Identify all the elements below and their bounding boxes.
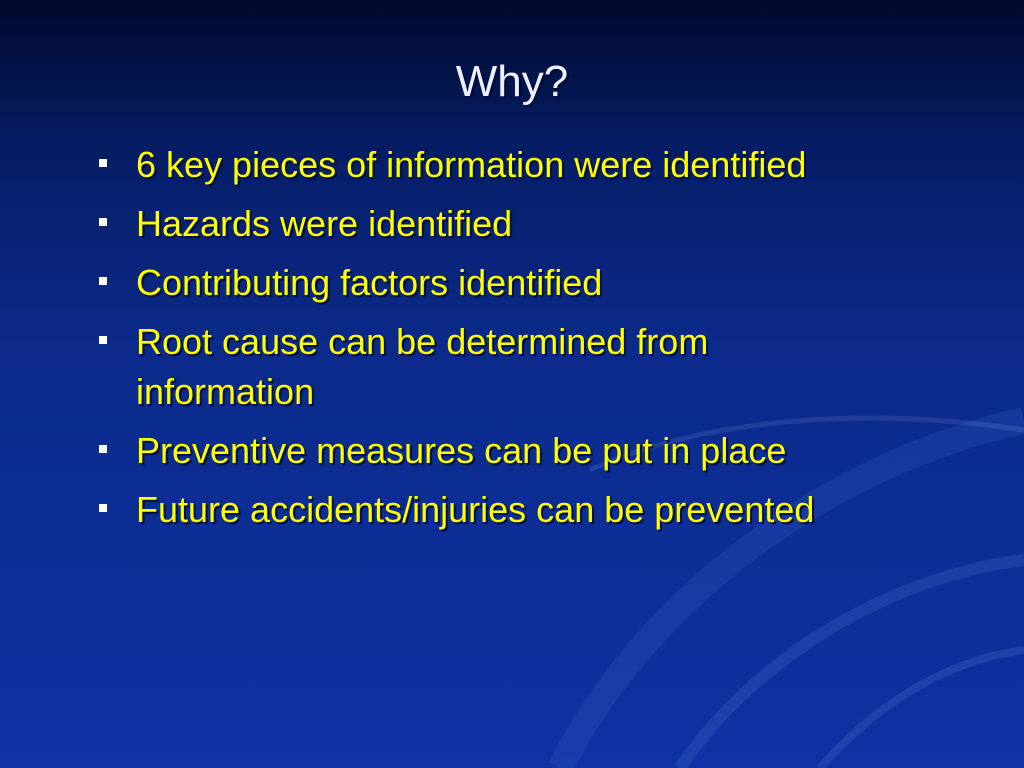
bullet-text: Contributing factors identified [136, 262, 603, 303]
bullet-item [96, 426, 896, 476]
bullet-item [96, 258, 896, 308]
bullet-text: Preventive measures can be put in place [136, 430, 787, 471]
bullet-list [96, 140, 896, 544]
bullet-item [96, 140, 896, 190]
bullet-item [96, 199, 896, 249]
square-bullet-icon [99, 504, 107, 512]
square-bullet-icon [99, 159, 107, 167]
bullet-text: Future accidents/injuries can be prevented [136, 489, 815, 530]
square-bullet-icon [99, 218, 107, 226]
square-bullet-icon [99, 336, 107, 344]
slide-title: Why? [455, 57, 569, 106]
bullet-text: Hazards were identified [136, 203, 513, 244]
square-bullet-icon [99, 445, 107, 453]
bullet-text: Root cause can be determined from information [136, 321, 709, 412]
bullet-item [96, 317, 896, 417]
square-bullet-icon [99, 277, 107, 285]
bullet-text: 6 key pieces of information were identified [136, 144, 807, 185]
bullet-item [96, 485, 896, 535]
